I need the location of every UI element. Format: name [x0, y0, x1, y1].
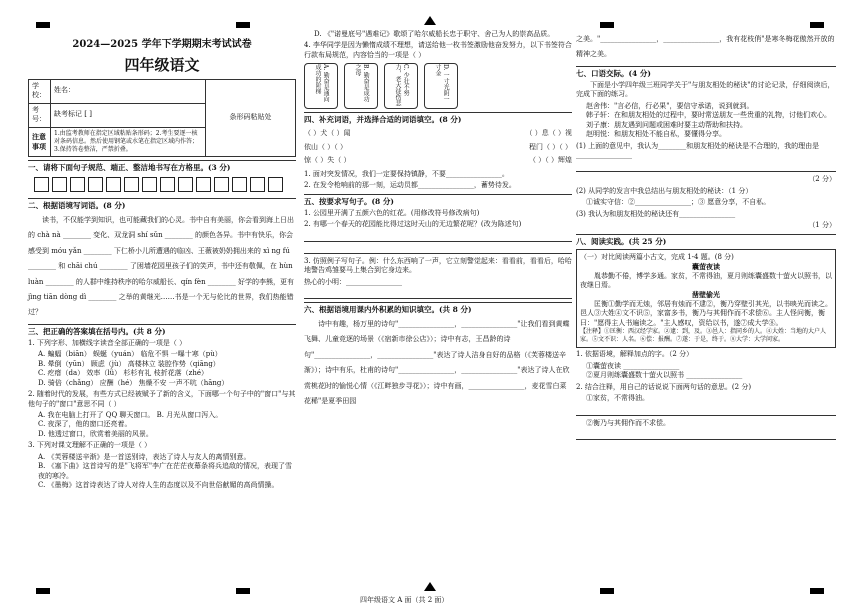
registration-mark — [600, 22, 614, 28]
option: A. 蝙蝠（biān） 蜈蜒（yuán） 临危不惧 一曝十寒（pù） — [38, 350, 222, 359]
column-left — [28, 30, 296, 490]
option: D. 《"诺曼底号"遇难记》歌颂了哈尔威船长忠于职守、舍己为人的崇高品质。 — [314, 30, 555, 38]
registration-mark — [36, 588, 50, 594]
question-3-3: 3. 下列对课文理解不正确的一项是（ ） — [28, 441, 152, 450]
reading-question-1a: ①囊萤夜读 ________________ — [586, 361, 680, 370]
bookmark-card-b: B. 勤奋是成功之母 — [344, 63, 378, 109]
school-field[interactable]: 学校： — [29, 79, 51, 103]
registration-mark — [236, 22, 250, 28]
oral-question-2: (2) 从同学的发言中我总结出与朋友相处的秘诀：（1 分） — [576, 186, 753, 195]
name-field[interactable]: 姓名： — [51, 79, 206, 103]
option: B. 《塞下曲》这首诗写的是"飞将军"李广在茫茫夜幕条将兵追敌的情况，表现了雪夜的寒冷。 — [38, 462, 293, 480]
registration-mark — [36, 22, 50, 28]
question-3-4: 4. 李华同学是因为懒惰成绩不理想，请送给他一枚书签激励他奋发努力，以下书签符合行款布局规范，内容恰当的一项是（ ） — [304, 41, 572, 59]
passage-title-1: 囊萤夜读 — [692, 262, 720, 272]
option: D. 骑倍（chǎng） 应酬（hé） 焦燥不安 一声不吭（hāng） — [38, 378, 229, 387]
fill-sentence-1: 1. 面对突发情况，我们一定要保持镇静，不要________________。 — [304, 169, 509, 178]
writing-grid[interactable] — [34, 177, 296, 192]
answer-line[interactable] — [304, 290, 572, 299]
option: B. 晕倒（yūn） 顾虑（jù） 高楼林立 装腔作势（qiāng） — [38, 359, 220, 368]
section-6-passage-continued: 之美。"________________，________________，我有花枝俏"是寒冬梅花傲然开放的精神之美。 — [576, 35, 835, 59]
answer-line[interactable] — [576, 431, 836, 440]
exam-number-field[interactable]: 考号： — [29, 103, 51, 127]
idiom-row — [304, 156, 572, 165]
oral-intro: 下面是小学四年级三班同学关于"与朋友相处的秘诀"的讨论记录，仔细阅读后，完成下面的练习。 — [576, 80, 835, 99]
section-2-title: 二、根据语境写词语。(8 分) — [28, 198, 296, 211]
discussion-line: 赵舍伟："言必信，行必果"，要信守承诺，说到就到。 — [586, 101, 754, 110]
idiom-blank[interactable]: 程门（ ）（ ） — [529, 142, 572, 151]
section-6-title: 六、根据语境用课内外积累的知识填空。(共 8 分) — [304, 302, 572, 315]
reading-instructions: （一）对比阅读两篇小古文，完成 1-4 题。(8 分) — [580, 252, 734, 261]
sentence-task-3: 3. 仿照例子写句子。例：什么东西响了一声，它立刻警觉起来：看看前，看看后，哈哈地警告鸡雏要马上集合到它身边来。 — [304, 256, 572, 275]
passage-1: 胤恭勤不倦，博学多通。家贫，不常得油，夏月则练囊盛数十萤火以照书，以夜继日焉。 — [580, 271, 832, 290]
page-footer: 四年级语文 A 面（共 2 面） — [360, 596, 449, 604]
answer-line[interactable] — [304, 245, 572, 254]
option: D. 他透过窗口，欣赏着美丽的风景。 — [38, 429, 153, 438]
section-8-title: 八、阅读实践。(共 25 分) — [576, 234, 836, 247]
reading-question-2: 2. 结合注释，用自己的话说说下面两句话的意思。(2 分) — [576, 382, 752, 391]
absent-mark[interactable] — [51, 103, 206, 127]
score-note: （2 分） — [808, 175, 836, 184]
idiom-row — [304, 129, 572, 138]
column-middle — [304, 30, 572, 411]
bookmark-card-d: D. 一寸光阴一寸金 — [424, 63, 458, 109]
passage-title-2: 凿壁偷光 — [692, 290, 720, 300]
reading-question-2a: ①家贫，不常得油。 — [586, 394, 649, 403]
idiom-blank[interactable]: （ ）（ ）辉煌 — [529, 156, 572, 165]
registration-mark — [600, 588, 614, 594]
idiom-blank[interactable]: 依山（ ）（ ） — [304, 142, 347, 151]
question-3-1: 1. 下列字形、加横线字读音全部正确的一项是（ ） — [28, 338, 187, 347]
bookmark-card-c: C. 少壮不努力，老大徒伤悲 — [384, 63, 418, 109]
absent-label: 缺考标记 — [54, 110, 82, 119]
idiom-row — [304, 143, 572, 152]
oral-question-2-answer: ①诚实守信：②________________；③ 愿意分享，不自私。 — [586, 198, 771, 207]
exam-year-title: 2024—2025 学年下学期期末考试试卷 — [72, 39, 252, 50]
sentence-task-1: 1. 公园里开满了五颜六色的红花。(用修改符号修改病句) — [304, 208, 480, 217]
discussion-line: 韩子轩：在和朋友相处的过程中，要时常送朋友一些贵重的礼物，讨他们欢心。 — [586, 111, 831, 120]
idiom-blank[interactable]: （ ）犬（ ）闻 — [304, 129, 351, 138]
answer-line[interactable] — [576, 163, 836, 172]
section-5-title: 五、按要求写句子。(8 分) — [304, 194, 572, 207]
score-note: （1 分） — [808, 221, 836, 230]
option: A. 我在电脑上打开了 QQ 聊天窗口。 B. 月光从窗口泻入。 — [38, 410, 223, 419]
notes-text: 1.由监考教师在指定区域粘贴条形码；2.考生要逐一核对条码信息。然后使用钢笔或水笔在指定区域内作答；3.保持答卷整洁，严禁折叠。 — [51, 127, 206, 156]
sentence-task-3-answer: 热心的小明：________________ — [304, 277, 402, 286]
reading-question-1: 1. 依据语境，解释加点的字。（2 分） — [576, 350, 694, 359]
column-right — [576, 30, 836, 443]
discussion-line: 赵明悦：和朋友相处不能自私，要懂得分享。 — [586, 130, 726, 139]
bookmark-options — [304, 63, 572, 109]
notes-label: 注意事项 — [29, 127, 51, 156]
passage-2: 匡衡①勤学而无烛，邻居有烛而不逮②，衡乃穿壁引其光，以书映光而读之。邑人③大姓④文不识⑤，家富多书，衡乃与其佣作而不求偿⑥。主人怪问衡，衡曰："愿得主人书遍读之。"主人感叹，资给以书，遂⑦成大学⑧。 — [580, 299, 832, 327]
section-1-title: 一、请将下面句子规范、端正、整洁地书写在方格里。(3 分) — [28, 160, 296, 173]
reading-box — [576, 249, 836, 349]
barcode-label: 条形码粘贴处 — [229, 113, 272, 122]
barcode-area — [206, 79, 296, 156]
passage-notes: 【注释】①匡衡：西汉经学家。②逮：到，及。③邑人：指同乡的人。④大姓：当地的大户人家。⑤文不识：人名。⑥偿：报酬。⑦遂：于是，终于。⑧大学：大学问家。 — [580, 328, 827, 344]
section-2-passage: 读书，不仅能学到知识，也可能藏我们的心灵。书中自有美丽，你会看到海上日出的 chà nà ________ 变化、双龙洞 shí sǔn ________ 的颜色各异。书中有快乐，你会感受到 móu yǎn ________ 下仁桥小儿所遭遇的临凶、王薇被奶奶拥出来的 xì ng fú ________ 和 chāi chú ________ 了困墙花园里孩子们的笑声，书中还有敬佩，在 hùn luàn ________ 的人群中维持秩序的哈尔威船长、qín fèn ________ 好学的李熊，更有 jìng tiān dòng dì ________ 之举的黄继光……书是一个无与伦比的世界，我们热能错过？ — [28, 216, 295, 317]
absent-checkbox[interactable]: [ ] — [84, 110, 92, 119]
oral-question-3: (3) 我认为和朋友相处的秘诀还有________________ — [576, 209, 736, 218]
option: C. 疙瘩（da） 效率（lǜ） 杉杉有礼 枝折花落（zhé） — [38, 369, 208, 378]
idiom-blank[interactable]: （ ）息（ ）视 — [525, 129, 572, 138]
alignment-triangle — [424, 582, 436, 591]
registration-mark — [810, 588, 824, 594]
reading-question-1b: ②夏月则练囊盛数十萤火以照书 ________________ — [586, 371, 743, 380]
oral-question-1: (1) 上面的意见中，我认为________和朋友相处的秘诀是不合理的，我的理由是________________ — [576, 141, 820, 159]
option: A. 《芙蓉楼送辛渐》是一首送别诗，表达了诗人与友人的离情别意。 — [38, 452, 251, 461]
option: C. 《墨梅》这首诗表达了诗人对待人生的态度以及不向世俗献媚的高尚情操。 — [38, 481, 279, 490]
fill-sentence-2: 2. 在发令枪响前的那一刻，运动员都________________，蓄势待发。 — [304, 181, 516, 190]
section-4-title: 四、补充词语，并选择合适的词语填空。(8 分) — [304, 112, 572, 125]
discussion-line: 刘子康：朋友遇到问题或困难时要主动帮助和扶持。 — [586, 120, 747, 129]
idiom-blank[interactable]: 惊（ ）失（ ） — [304, 156, 351, 165]
alignment-triangle — [424, 16, 436, 25]
option: C. 夜深了，他的窗口还亮着。 — [38, 420, 132, 429]
exam-subject-title: 四年级语文 — [124, 55, 200, 74]
answer-line[interactable] — [576, 407, 836, 416]
student-info-table — [28, 79, 296, 157]
question-3-2: 2. 随着时代的发展，有些方式已经被赋予了新的含义，下面哪一个句子中的"窗口"与其他句子的"窗口"意思不同（ ） — [28, 390, 296, 408]
section-6-passage: 诗中有趣，杨万里的诗句"________________，________________"让我们看到黄蝶飞舞、儿童竞逐的场景（《宿新市徐公店》）；诗中有志，王昌龄的诗句"________________，________________"表达了诗人洁身自好的品格（《芙蓉楼送辛渐》）；诗中有乐，杜甫的诗句"________________，________________"表达了诗人在欣赏桃花时的愉悦心情（《江畔独步寻花》）；诗中有画，________________，麦花雪白菜花稀"是夏季田园 — [304, 320, 570, 406]
registration-mark — [236, 588, 250, 594]
bookmark-card-a: A. 勤奋是通向成功的阶梯 — [304, 63, 338, 109]
section-3-title: 三、把正确的答案填在括号内。(共 8 分) — [28, 324, 296, 337]
registration-mark — [810, 22, 824, 28]
answer-line[interactable] — [304, 233, 572, 242]
section-7-title: 七、口语交际。(4 分) — [576, 66, 836, 79]
sentence-task-2: 2. 有哪一个春天的花园能比得过这时天山的无边繁花呢？(改为陈述句) — [304, 220, 522, 229]
reading-question-2b: ②衡乃与其佣作而不求偿。 — [586, 418, 670, 427]
